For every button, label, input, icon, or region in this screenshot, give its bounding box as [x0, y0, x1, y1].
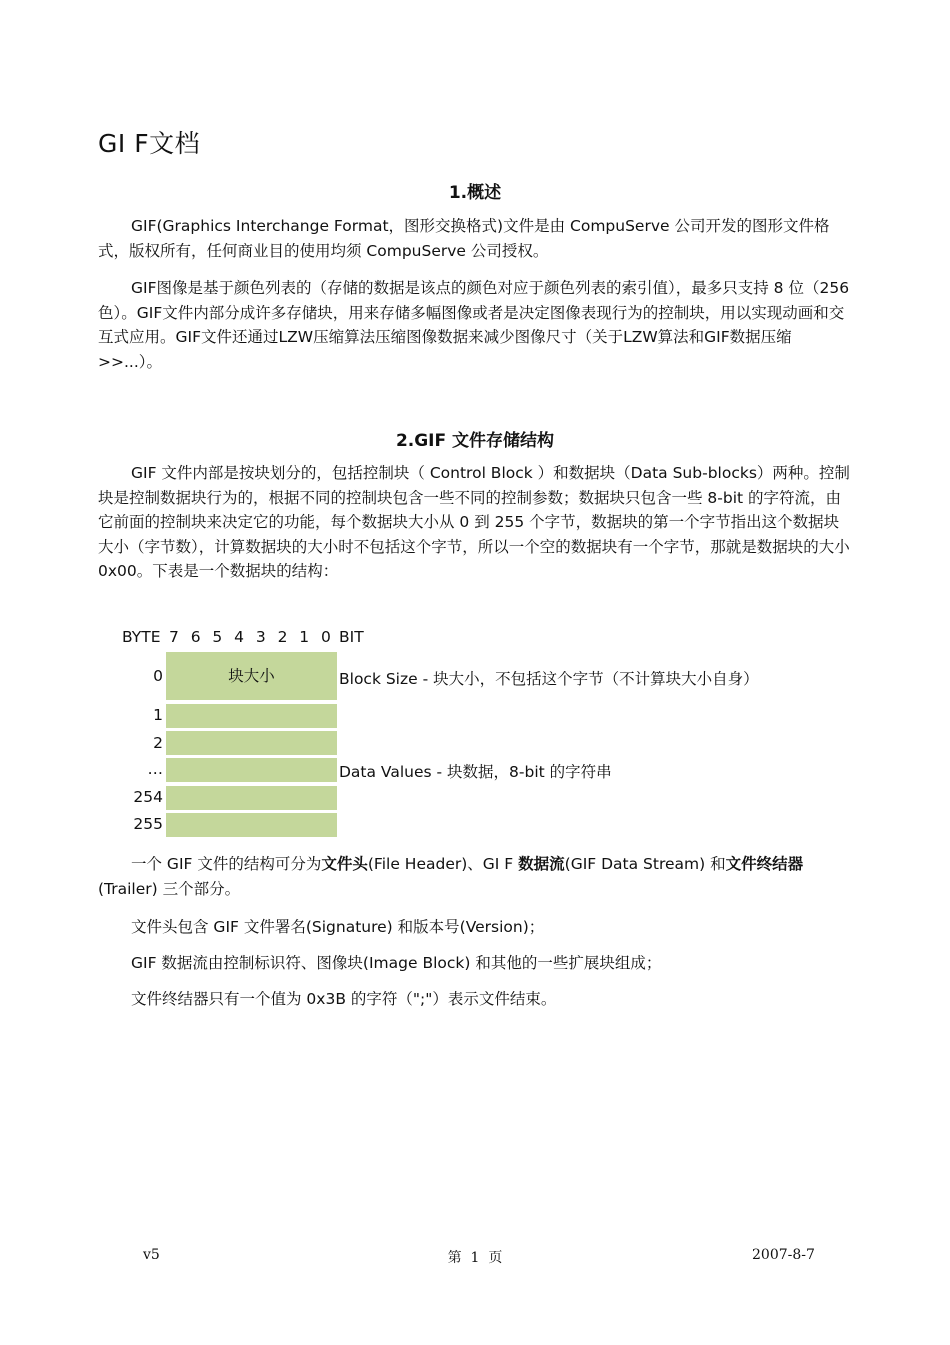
data-cell-1: [166, 704, 337, 728]
document-title: GI F文档: [98, 129, 201, 158]
row-label-2: 2: [153, 734, 163, 752]
section-2-paragraph-3: 文件头包含 GIF 文件署名(Signature) 和版本号(Version)；: [131, 918, 545, 936]
section-1-paragraph-2: GIF图像是基于颜色列表的（存储的数据是该点的颜色对应于颜色列表的索引值），最多只支持 8 位（256 色）。GIF文件内部分成许多存储块，用来存储多幅图像或者是决定图像表现行为的控制块，用以实现动画和交互式应用。GIF文件还通过LZW压缩算法压缩图像数据来减少图像尺寸（关于LZW算法和GIF数据压缩>>...）。: [98, 279, 850, 371]
trailer-term: 文件终结器: [725, 855, 804, 873]
para2-text-3: (GIF Data Stream) 和: [564, 855, 726, 873]
section-2-paragraph-5: 文件终结器只有一个值为 0x3B 的字符（";"）表示文件结束。: [131, 990, 557, 1008]
row-label-255: 255: [133, 815, 163, 833]
diagram-byte-header: BYTE: [122, 628, 161, 646]
row-label-ellipsis: …: [147, 760, 163, 778]
section-1-paragraph-1: GIF(Graphics Interchange Format，图形交换格式)文件是由 CompuServe 公司开发的图形文件格式，版权所有，任何商业目的使用均须 CompuServe 公司授权。: [98, 217, 830, 260]
data-cell-ellipsis: [166, 758, 337, 782]
footer-page-number: 第 1 页: [447, 1250, 503, 1266]
para2-text-4: (Trailer) 三个部分。: [98, 879, 241, 898]
diagram-bit-numbers: 7 6 5 4 3 2 1 0: [169, 628, 331, 646]
row-label-0: 0: [153, 667, 163, 685]
section-2-paragraph-2: [98, 852, 852, 901]
diagram-bit-header: BIT: [339, 628, 364, 646]
para2-text-2: (File Header)、GI F: [367, 855, 519, 873]
section-2-heading: 2.GIF 文件存储结构: [395, 431, 555, 451]
data-cell-254: [166, 786, 337, 810]
row-label-254: 254: [133, 788, 163, 806]
file-header-term: 文件头: [321, 855, 368, 873]
data-cell-255: [166, 813, 337, 837]
section-1-heading: 1.概述: [448, 183, 502, 203]
data-values-description: Data Values - 块数据，8-bit 的字符串: [339, 763, 612, 781]
data-stream-term: 数据流: [518, 855, 565, 873]
section-2-paragraph-4: GIF 数据流由控制标识符、图像块(Image Block) 和其他的一些扩展块组成；: [131, 954, 662, 972]
block-size-description: Block Size - 块大小，不包括这个字节（不计算块大小自身）: [339, 670, 759, 688]
footer-version: v5: [143, 1247, 160, 1263]
footer-date: 2007-8-7: [752, 1247, 815, 1263]
row-label-1: 1: [153, 706, 163, 724]
data-cell-2: [166, 731, 337, 755]
section-2-paragraph-1: GIF 文件内部是按块划分的，包括控制块（ Control Block ）和数据块（Data Sub-blocks）两种。控制块是控制数据块行为的，根据不同的控制块包含一些不同的控制参数；数据块只包含一些 8-bit 的字符流，由它前面的控制块来决定它的功能，每个数据块大小从 0 到 255 个字节，数据块的第一个字节指出这个数据块大小（字节数），计算数据块的大小时不包括这个字节，所以一个空的数据块有一个字节，那就是数据块的大小 0x00。下表是一个数据块的结构：: [98, 464, 850, 580]
block-size-cell: 块大小: [166, 652, 337, 700]
para2-text-1: 一个 GIF 文件的结构可分为: [131, 855, 322, 873]
